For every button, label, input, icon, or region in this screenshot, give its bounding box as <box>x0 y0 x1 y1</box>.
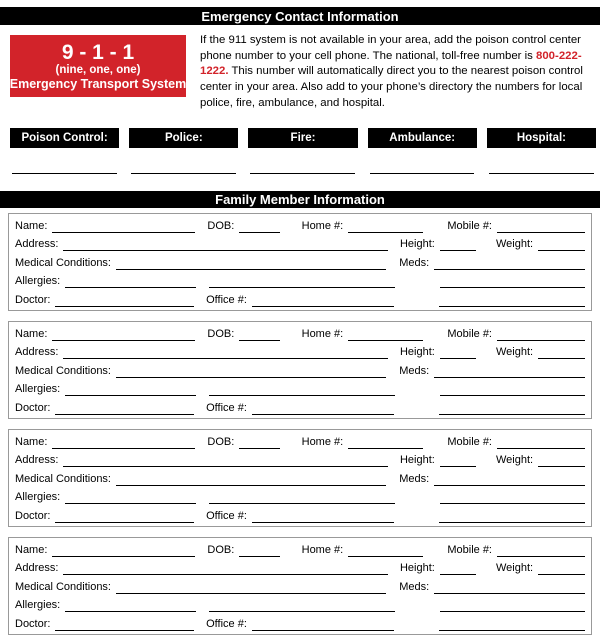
dob-field-line[interactable] <box>239 222 279 233</box>
family-member-card <box>8 537 592 635</box>
meds-continuation-line[interactable] <box>440 277 585 288</box>
dob-label: DOB: <box>207 327 235 340</box>
office-phone-field-line[interactable] <box>252 404 395 415</box>
meds-field-line[interactable] <box>434 367 585 378</box>
family-member-card <box>8 213 592 311</box>
ambulance-fill-line[interactable] <box>370 172 475 174</box>
meds-continuation-line[interactable] <box>440 493 585 504</box>
meds-continuation-line-2[interactable] <box>439 296 585 307</box>
meds-continuation-line-2[interactable] <box>439 512 585 523</box>
nine-one-one-row <box>10 33 592 112</box>
member-row-allergies <box>15 491 585 504</box>
office-phone-field-line[interactable] <box>252 296 395 307</box>
weight-field-line[interactable] <box>538 564 585 575</box>
medical-conditions-label: Medical Conditions: <box>15 364 111 377</box>
member-row-allergies <box>15 599 585 612</box>
hospital-fill-line[interactable] <box>489 172 594 174</box>
family-member-card <box>8 429 592 527</box>
name-label: Name: <box>15 543 48 556</box>
family-member-card <box>8 321 592 419</box>
doctor-field-line[interactable] <box>55 512 194 523</box>
name-field-line[interactable] <box>52 222 195 233</box>
doctor-label: Doctor: <box>15 617 51 630</box>
member-row-identity <box>15 328 585 341</box>
meds-label: Meds: <box>399 364 430 377</box>
allergies-label: Allergies: <box>15 599 61 612</box>
medical-conditions-field-line[interactable] <box>116 475 386 486</box>
member-row-medical <box>15 581 585 594</box>
allergies-field-line[interactable] <box>65 493 195 504</box>
home-phone-label: Home #: <box>301 219 344 232</box>
height-label: Height: <box>399 346 435 359</box>
mobile-phone-field-line[interactable] <box>497 330 585 341</box>
family-section-title: Family Member Information <box>215 191 385 207</box>
address-label: Address: <box>15 238 59 251</box>
doctor-field-line[interactable] <box>55 296 194 307</box>
member-row-doctor <box>15 510 585 523</box>
member-row-doctor <box>15 294 585 307</box>
weight-label: Weight: <box>495 346 534 359</box>
member-row-identity <box>15 544 585 557</box>
allergies-continuation-line[interactable] <box>209 601 395 612</box>
ambulance-label: Ambulance: <box>368 128 477 148</box>
member-row-allergies <box>15 275 585 288</box>
mobile-phone-field-line[interactable] <box>497 546 585 557</box>
height-field-line[interactable] <box>440 564 476 575</box>
office-phone-label: Office #: <box>206 293 247 306</box>
height-label: Height: <box>399 562 435 575</box>
instructions-text-after: This number will automatically direct you to the nearest poison control center in your area. Also add to your phone’s directory the numbers for local police, fire, ambulance, and hospital. <box>200 65 583 109</box>
weight-field-line[interactable] <box>538 240 585 251</box>
fire-label: Fire: <box>248 128 357 148</box>
police-label: Police: <box>129 128 238 148</box>
weight-label: Weight: <box>495 454 534 467</box>
meds-continuation-line-2[interactable] <box>439 404 585 415</box>
home-phone-label: Home #: <box>301 435 344 448</box>
address-field-line[interactable] <box>63 348 388 359</box>
home-phone-label: Home #: <box>301 543 344 556</box>
allergies-label: Allergies: <box>15 275 61 288</box>
medical-conditions-field-line[interactable] <box>116 367 386 378</box>
meds-label: Meds: <box>399 580 430 593</box>
member-row-medical <box>15 365 585 378</box>
doctor-label: Doctor: <box>15 509 51 522</box>
doctor-field-line[interactable] <box>55 620 194 631</box>
allergies-continuation-line[interactable] <box>209 493 395 504</box>
meds-continuation-line-2[interactable] <box>439 620 585 631</box>
emergency-form-page <box>0 7 600 635</box>
dob-label: DOB: <box>207 543 235 556</box>
nine-one-one-subtitle: Emergency Transport System <box>9 76 187 91</box>
home-phone-field-line[interactable] <box>348 438 423 449</box>
member-row-identity <box>15 220 585 233</box>
meds-field-line[interactable] <box>434 475 585 486</box>
doctor-label: Doctor: <box>15 401 51 414</box>
fire-fill-line[interactable] <box>250 172 355 174</box>
member-row-doctor <box>15 402 585 415</box>
allergies-field-line[interactable] <box>65 385 195 396</box>
allergies-continuation-line[interactable] <box>209 385 395 396</box>
office-phone-field-line[interactable] <box>252 620 395 631</box>
mobile-phone-label: Mobile #: <box>447 435 492 448</box>
contact-column-hospital <box>487 128 596 174</box>
medical-conditions-field-line[interactable] <box>116 259 386 270</box>
medical-conditions-label: Medical Conditions: <box>15 256 111 269</box>
office-phone-field-line[interactable] <box>252 512 395 523</box>
contact-column-fire <box>248 128 357 174</box>
nine-one-one-words: (nine, one, one) <box>55 63 141 76</box>
member-row-address <box>15 454 585 467</box>
medical-conditions-label: Medical Conditions: <box>15 472 111 485</box>
member-row-allergies <box>15 383 585 396</box>
member-row-medical <box>15 257 585 270</box>
name-label: Name: <box>15 435 48 448</box>
allergies-label: Allergies: <box>15 383 61 396</box>
doctor-field-line[interactable] <box>55 404 194 415</box>
member-row-medical <box>15 473 585 486</box>
nine-one-one-badge <box>10 35 186 97</box>
mobile-phone-label: Mobile #: <box>447 543 492 556</box>
name-label: Name: <box>15 327 48 340</box>
name-field-line[interactable] <box>52 330 195 341</box>
height-field-line[interactable] <box>440 348 476 359</box>
weight-label: Weight: <box>495 562 534 575</box>
mobile-phone-field-line[interactable] <box>497 438 585 449</box>
contact-column-police <box>129 128 238 174</box>
dob-label: DOB: <box>207 219 235 232</box>
emergency-contacts-row <box>10 128 596 174</box>
address-field-line[interactable] <box>63 456 388 467</box>
address-label: Address: <box>15 346 59 359</box>
meds-label: Meds: <box>399 256 430 269</box>
weight-label: Weight: <box>495 238 534 251</box>
dob-field-line[interactable] <box>239 438 279 449</box>
family-members-list <box>8 213 592 635</box>
address-field-line[interactable] <box>63 240 388 251</box>
emergency-section-title: Emergency Contact Information <box>201 8 399 24</box>
weight-field-line[interactable] <box>538 348 585 359</box>
meds-field-line[interactable] <box>434 583 585 594</box>
meds-label: Meds: <box>399 472 430 485</box>
name-label: Name: <box>15 219 48 232</box>
emergency-section-bar <box>0 7 600 25</box>
dob-field-line[interactable] <box>239 546 279 557</box>
height-field-line[interactable] <box>440 240 476 251</box>
weight-field-line[interactable] <box>538 456 585 467</box>
allergies-field-line[interactable] <box>65 277 195 288</box>
allergies-label: Allergies: <box>15 491 61 504</box>
dob-field-line[interactable] <box>239 330 279 341</box>
doctor-label: Doctor: <box>15 293 51 306</box>
name-field-line[interactable] <box>52 546 195 557</box>
address-label: Address: <box>15 562 59 575</box>
instructions-text-before: If the 911 system is not available in your area, add the poison control center phone number to your cell phone. The national, toll-free number is <box>200 34 581 62</box>
poison-control-phone-number: 800-222-1222. <box>200 49 582 78</box>
contact-column-poison-control <box>10 128 119 174</box>
poison-control-instructions <box>200 33 592 112</box>
hospital-label: Hospital: <box>487 128 596 148</box>
meds-continuation-line[interactable] <box>440 385 585 396</box>
member-row-doctor <box>15 618 585 631</box>
home-phone-field-line[interactable] <box>348 546 423 557</box>
address-label: Address: <box>15 454 59 467</box>
allergies-continuation-line[interactable] <box>209 277 395 288</box>
mobile-phone-label: Mobile #: <box>447 327 492 340</box>
member-row-address <box>15 238 585 251</box>
mobile-phone-label: Mobile #: <box>447 219 492 232</box>
mobile-phone-field-line[interactable] <box>497 222 585 233</box>
nine-one-one-number: 9 - 1 - 1 <box>61 40 135 64</box>
poison-control-fill-line[interactable] <box>12 172 117 174</box>
height-label: Height: <box>399 454 435 467</box>
contact-column-ambulance <box>368 128 477 174</box>
office-phone-label: Office #: <box>206 617 247 630</box>
home-phone-label: Home #: <box>301 327 344 340</box>
home-phone-field-line[interactable] <box>348 222 423 233</box>
allergies-field-line[interactable] <box>65 601 195 612</box>
member-row-address <box>15 562 585 575</box>
member-row-identity <box>15 436 585 449</box>
dob-label: DOB: <box>207 435 235 448</box>
home-phone-field-line[interactable] <box>348 330 423 341</box>
police-fill-line[interactable] <box>131 172 236 174</box>
name-field-line[interactable] <box>52 438 195 449</box>
meds-field-line[interactable] <box>434 259 585 270</box>
office-phone-label: Office #: <box>206 401 247 414</box>
medical-conditions-field-line[interactable] <box>116 583 386 594</box>
address-field-line[interactable] <box>63 564 388 575</box>
office-phone-label: Office #: <box>206 509 247 522</box>
meds-continuation-line[interactable] <box>440 601 585 612</box>
height-label: Height: <box>399 238 435 251</box>
medical-conditions-label: Medical Conditions: <box>15 580 111 593</box>
height-field-line[interactable] <box>440 456 476 467</box>
family-section-bar <box>0 191 600 208</box>
poison-control-label: Poison Control: <box>10 128 119 148</box>
member-row-address <box>15 346 585 359</box>
